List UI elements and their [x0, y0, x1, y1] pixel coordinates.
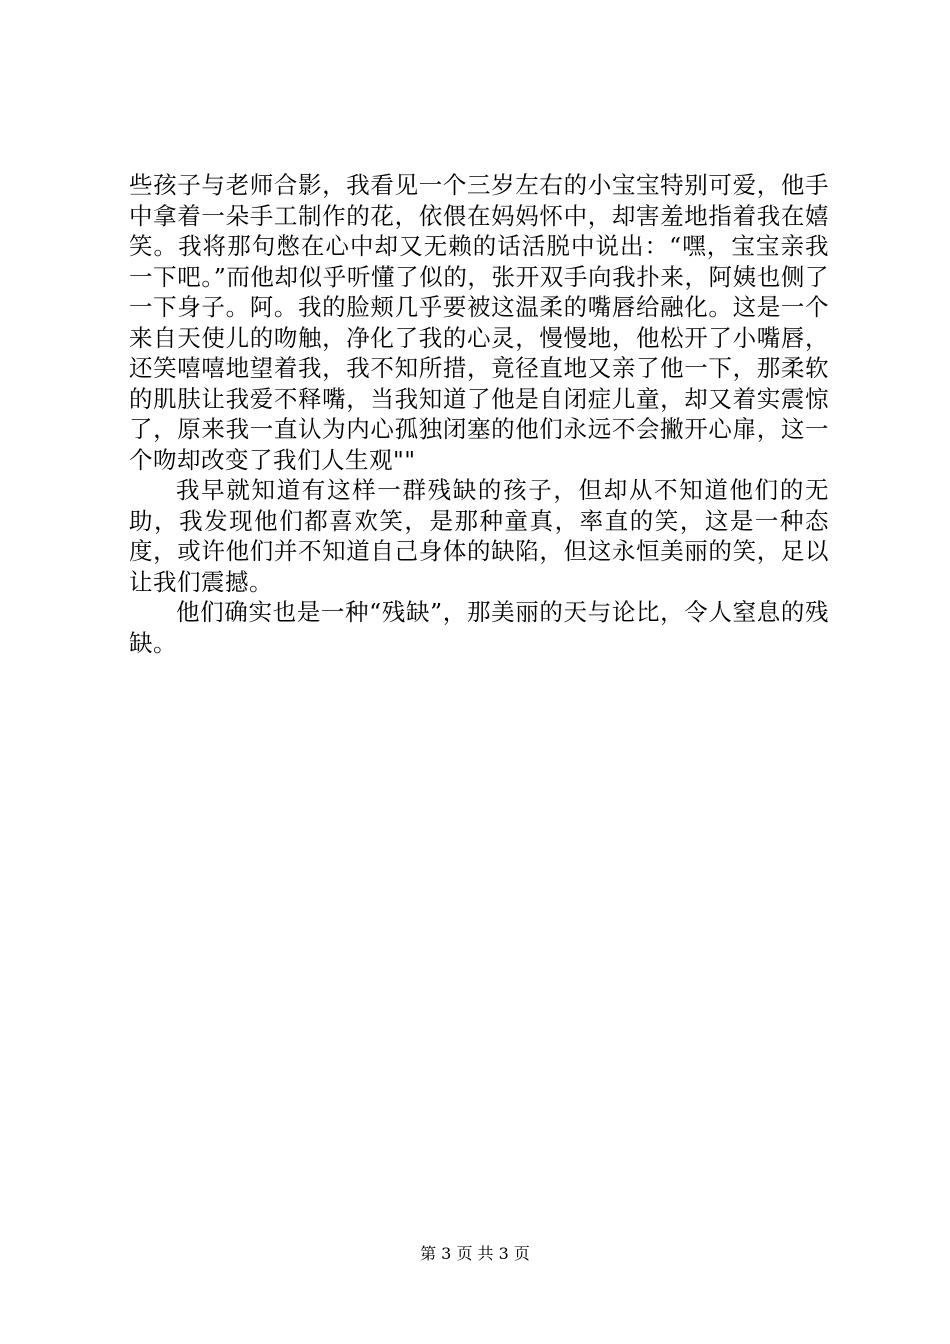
page-number-footer: 第 3 页 共 3 页 [420, 1244, 530, 1263]
document-body [129, 170, 829, 658]
paragraph-conclusion: 他们确实也是一种“残缺”，那美丽的天与论比，令人窒息的残缺。 [129, 598, 829, 657]
paragraph-disabled-children: 我早就知道有这样一群残缺的孩子，但却从不知道他们的无助，我发现他们都喜欢笑，是那种童真，率直的笑，这是一种态度，或许他们并不知道自己身体的缺陷，但这永恒美丽的笑，足以让我们震撼。 [129, 476, 829, 596]
paragraph-continuation: 些孩子与老师合影，我看见一个三岁左右的小宝宝特别可爱，他手中拿着一朵手工制作的花，依偎在妈妈怀中，却害羞地指着我在嬉笑。我将那句憋在心中却又无赖的话活脱中说出：“嘿，宝宝亲我一下吧。”而他却似乎听懂了似的，张开双手向我扑来，阿姨也侧了一下身子。阿。我的脸颊几乎要被这温柔的嘴唇给融化。这是一个来自天使儿的吻触，净化了我的心灵，慢慢地，他松开了小嘴唇，还笑嘻嘻地望着我，我不知所措，竟径直地又亲了他一下，那柔软的肌肤让我爱不释嘴，当我知道了他是自闭症儿童，却又着实震惊了，原来我一直认为内心孤独闭塞的他们永远不会撇开心扉，这一个吻却改变了我们人生观"" [129, 171, 829, 474]
